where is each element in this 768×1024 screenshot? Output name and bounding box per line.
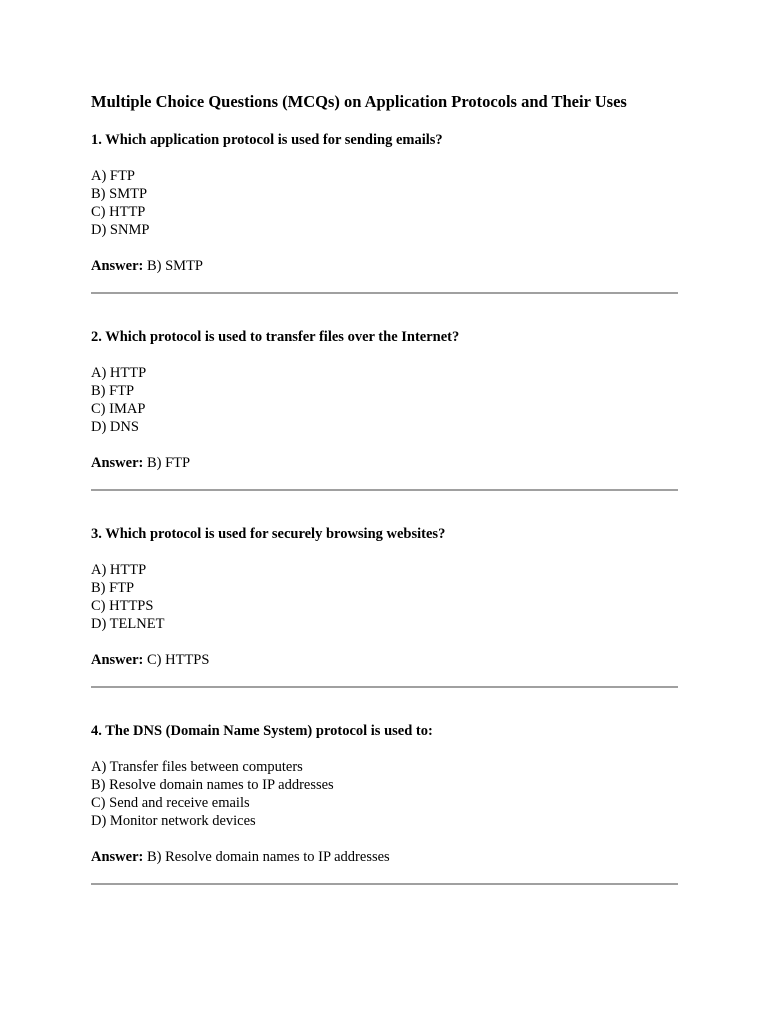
answer-value: C) HTTPS bbox=[143, 652, 210, 668]
question-block-3 bbox=[91, 525, 678, 669]
divider bbox=[91, 292, 678, 294]
question-text: 3. Which protocol is used for securely browsing websites? bbox=[91, 526, 446, 542]
question-block-4 bbox=[91, 722, 678, 866]
answer-value: B) FTP bbox=[143, 455, 191, 471]
option-d: D) TELNET bbox=[91, 616, 165, 632]
option-d: D) Monitor network devices bbox=[91, 813, 256, 829]
option-b: B) Resolve domain names to IP addresses bbox=[91, 777, 334, 793]
options-list bbox=[91, 364, 678, 436]
question-text: 2. Which protocol is used to transfer files over the Internet? bbox=[91, 329, 460, 345]
option-c: C) IMAP bbox=[91, 401, 146, 417]
option-d: D) SNMP bbox=[91, 222, 150, 238]
option-b: B) FTP bbox=[91, 580, 135, 596]
answer-label: Answer: bbox=[91, 258, 144, 274]
question-text: 4. The DNS (Domain Name System) protocol is used to: bbox=[91, 723, 433, 739]
divider bbox=[91, 489, 678, 491]
answer-line bbox=[91, 848, 678, 866]
answer-value: B) Resolve domain names to IP addresses bbox=[143, 849, 390, 865]
divider bbox=[91, 883, 678, 885]
question-text: 1. Which application protocol is used for sending emails? bbox=[91, 132, 443, 148]
divider bbox=[91, 686, 678, 688]
answer-line bbox=[91, 454, 678, 472]
option-c: C) Send and receive emails bbox=[91, 795, 250, 811]
options-list bbox=[91, 758, 678, 830]
question-block-1 bbox=[91, 131, 678, 275]
answer-label: Answer: bbox=[91, 652, 144, 668]
answer-label: Answer: bbox=[91, 849, 144, 865]
options-list bbox=[91, 561, 678, 633]
option-a: A) HTTP bbox=[91, 365, 147, 381]
document-title: Multiple Choice Questions (MCQs) on Application Protocols and Their Uses bbox=[91, 92, 627, 111]
options-list bbox=[91, 167, 678, 239]
option-b: B) FTP bbox=[91, 383, 135, 399]
answer-line bbox=[91, 257, 678, 275]
question-block-2 bbox=[91, 328, 678, 472]
answer-value: B) SMTP bbox=[143, 258, 203, 274]
answer-line bbox=[91, 651, 678, 669]
option-c: C) HTTPS bbox=[91, 598, 154, 614]
option-a: A) HTTP bbox=[91, 562, 147, 578]
option-a: A) Transfer files between computers bbox=[91, 759, 303, 775]
option-d: D) DNS bbox=[91, 419, 139, 435]
answer-label: Answer: bbox=[91, 455, 144, 471]
option-c: C) HTTP bbox=[91, 204, 146, 220]
option-b: B) SMTP bbox=[91, 186, 148, 202]
option-a: A) FTP bbox=[91, 168, 135, 184]
